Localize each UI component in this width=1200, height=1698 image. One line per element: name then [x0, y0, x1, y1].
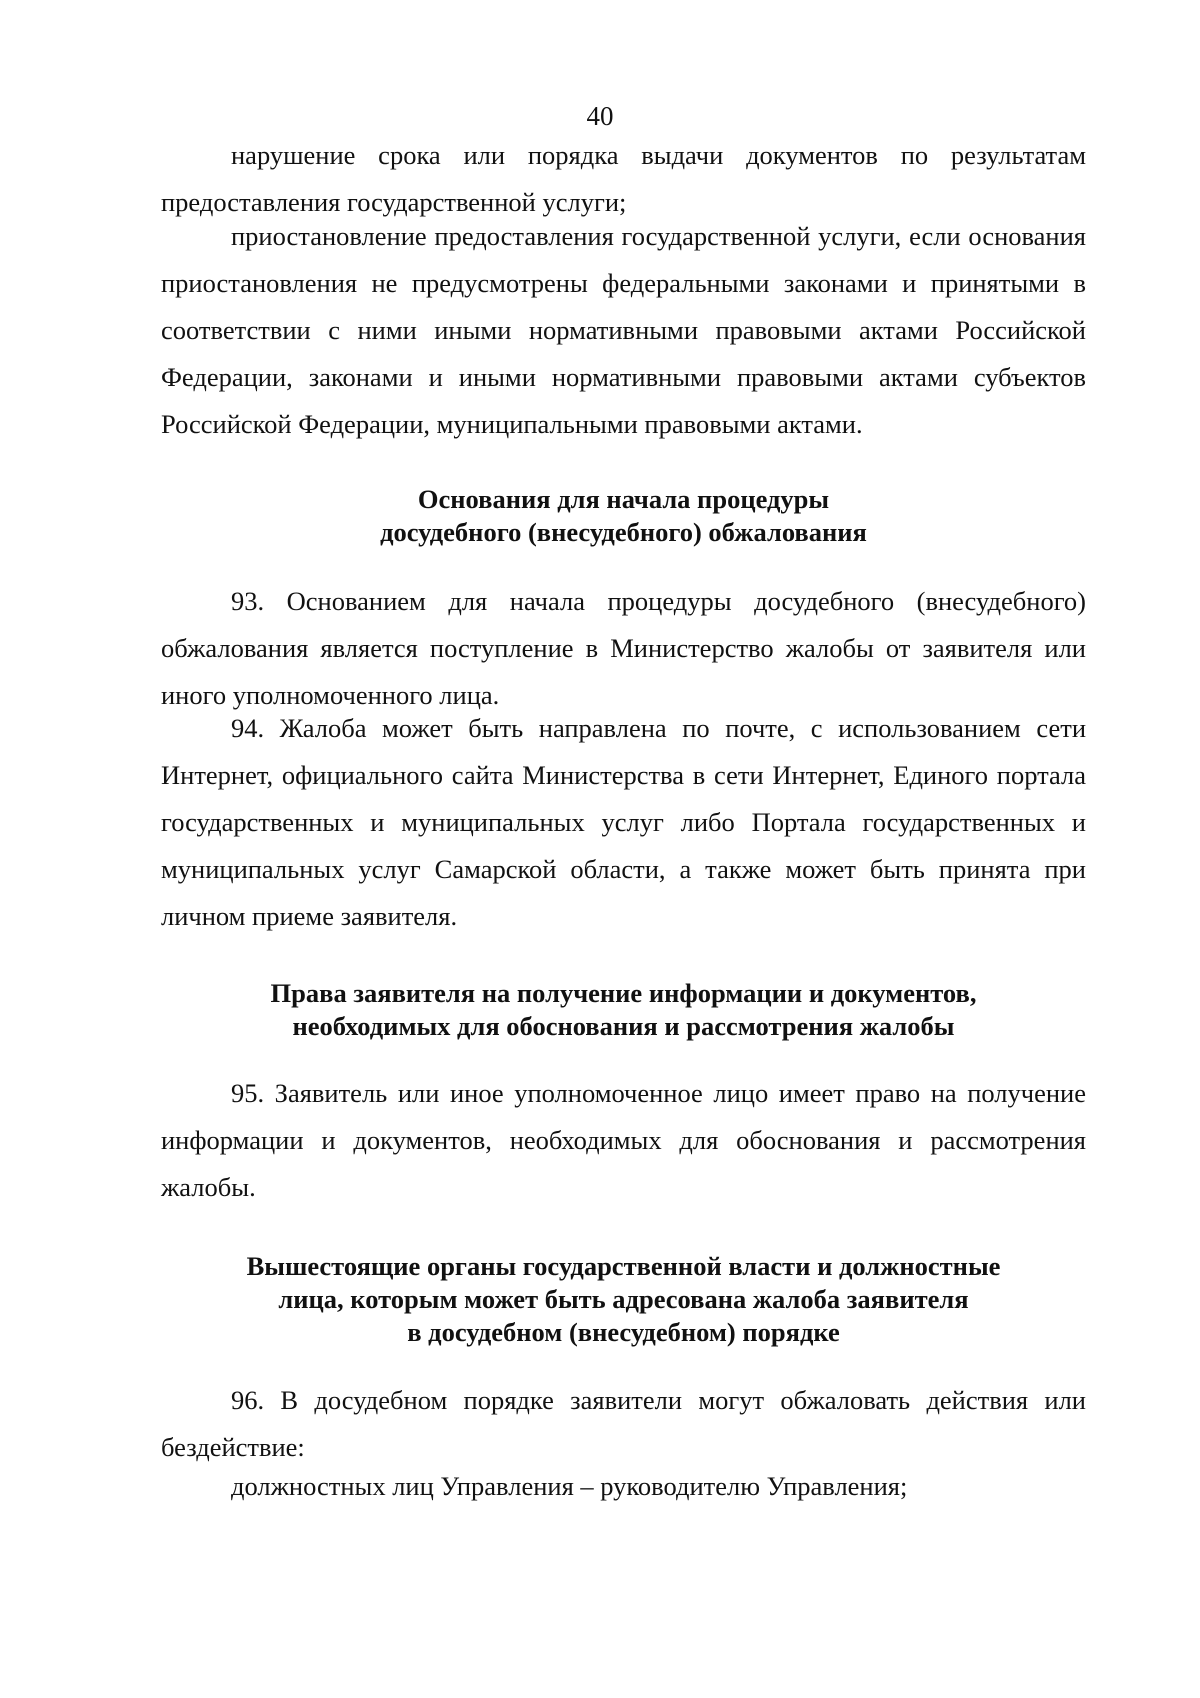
page-number: 40: [586, 101, 614, 131]
heading-line: необходимых для обоснования и рассмотрения жалобы: [292, 1011, 955, 1041]
heading-applicant-rights: [161, 977, 1086, 1043]
heading-line: Основания для начала процедуры: [417, 484, 830, 514]
heading-line: досудебного (внесудебного) обжалования: [380, 517, 867, 547]
paragraph-suspension: приостановление предоставления государственной услуги, если основания приостановления не предусмотрены федеральными законами и принятыми в соответствии с ними иными нормативными правовыми актами Российской Федерации, законами и иными нормативными правовыми актами субъектов Российской Федерации, муниципальными правовыми актами.: [161, 221, 1086, 439]
paragraph-95: 95. Заявитель или иное уполномоченное лицо имеет право на получение информации и документов, необходимых для обоснования и рассмотрения жалобы.: [161, 1078, 1086, 1202]
paragraph-violation-deadline: нарушение срока или порядка выдачи документов по результатам предоставления государственной услуги;: [161, 140, 1086, 217]
paragraph-96: 96. В досудебном порядке заявители могут обжаловать действия или бездействие:: [161, 1385, 1086, 1462]
heading-higher-authorities: [161, 1250, 1086, 1349]
heading-line: лица, которым может быть адресована жалоба заявителя: [278, 1284, 969, 1314]
paragraph-94: 94. Жалоба может быть направлена по почте, с использованием сети Интернет, официального сайта Министерства в сети Интернет, Единого портала государственных и муниципальных услуг либо Портала государственных и муниципальных услуг Самарской области, а также может быть принята при личном приеме заявителя.: [161, 713, 1086, 931]
paragraph-96-item: должностных лиц Управления – руководителю Управления;: [231, 1471, 908, 1501]
heading-line: в досудебном (внесудебном) порядке: [407, 1317, 840, 1347]
heading-grounds-for-appeal: [161, 483, 1086, 549]
heading-line: Права заявителя на получение информации и документов,: [270, 978, 977, 1008]
heading-line: Вышестоящие органы государственной власти и должностные: [246, 1251, 1001, 1281]
paragraph-93: 93. Основанием для начала процедуры досудебного (внесудебного) обжалования является поступление в Министерство жалобы от заявителя или иного уполномоченного лица.: [161, 586, 1086, 710]
